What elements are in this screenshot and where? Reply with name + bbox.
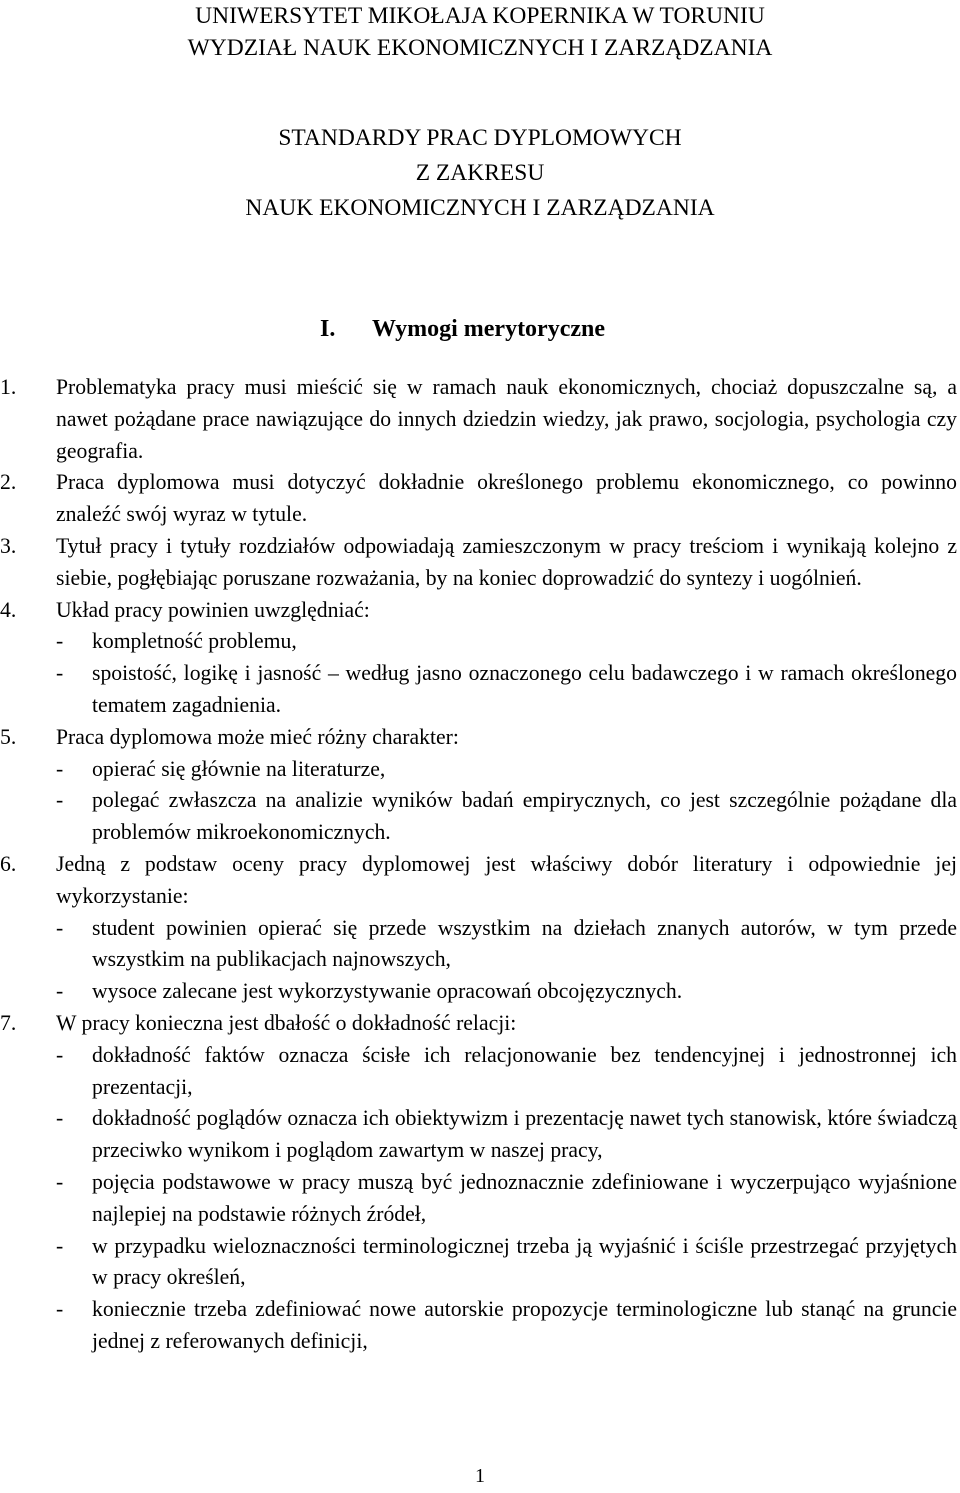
dash-bullet: -	[56, 661, 64, 686]
dash-bullet: -	[56, 1233, 64, 1258]
item-number: 1.	[0, 375, 17, 399]
sub-item-text: student powinien opierać się przede wszystkim na dziełach znanych autorów, w tym przede wszystkim na publikacjach najnowszych,	[92, 915, 957, 972]
document-title	[0, 121, 960, 226]
sub-item-text: kompletność problemu,	[92, 629, 297, 654]
item-text: Problematyka pracy musi mieścić się w ramach nauk ekonomicznych, chociaż dopuszczalne są, a nawet pożądane prace nawiązujące do innych dziedzin wiedzy, jak prawo, socjologia, psychologia czy geografia.	[56, 375, 957, 463]
sub-item-text: opierać się głównie na literaturze,	[92, 756, 386, 781]
item-text: Układ pracy powinien uwzględniać:	[56, 597, 370, 622]
sub-item-text: spoistość, logikę i jasność – według jasno oznaczonego celu badawczego i w ramach określonego tematem zagadnienia.	[92, 661, 957, 717]
list-item	[0, 1008, 957, 1358]
sub-item	[56, 626, 957, 658]
sub-item	[56, 1294, 957, 1358]
sub-item-text: polegać zwłaszcza na analizie wyników badań empirycznych, co jest szczególnie pożądane dla problemów mikroekonomicznych.	[92, 788, 957, 845]
list-item	[0, 722, 957, 849]
sub-item	[56, 1231, 957, 1295]
dash-bullet: -	[56, 788, 64, 813]
title-line-1: STANDARDY PRAC DYPLOMOWYCH	[278, 125, 682, 151]
dash-bullet: -	[56, 1106, 64, 1131]
dash-bullet: -	[56, 1297, 64, 1322]
list-item	[0, 595, 957, 722]
title-line-2: Z ZAKRESU	[415, 160, 545, 186]
item-text: Praca dyplomowa musi dotyczyć dokładnie określonego problemu ekonomicznego, co powinno znaleźć swój wyraz w tytule.	[56, 470, 957, 527]
item-number: 3.	[0, 533, 17, 558]
dash-bullet: -	[56, 979, 64, 1004]
sub-item-text: wysoce zalecane jest wykorzystywanie opracowań obcojęzycznych.	[92, 979, 683, 1004]
item-text: W pracy konieczna jest dbałość o dokładność relacji:	[56, 1010, 517, 1035]
item-number: 4.	[0, 597, 17, 622]
sub-item-text: dokładność poglądów oznacza ich obiektywizm i prezentację nawet tych stanowisk, które świadczą przeciwko wynikom i poglądom zawartym w naszej pracy,	[92, 1106, 957, 1163]
sub-item-text: w przypadku wieloznaczności terminologicznej trzeba ją wyjaśnić i ściśle przestrzegać przyjętych w pracy określeń,	[92, 1233, 957, 1290]
sub-item	[56, 1167, 957, 1231]
sub-item	[56, 913, 957, 977]
requirements-list	[0, 372, 957, 1358]
sub-item-text: pojęcia podstawowe w pracy muszą być jednoznacznie zdefiniowane i wyczerpująco wyjaśnione najlepiej na podstawie różnych źródeł,	[92, 1169, 957, 1226]
sub-item	[56, 976, 957, 1008]
item-number: 6.	[0, 851, 17, 876]
dash-bullet: -	[56, 756, 64, 781]
sub-item	[56, 1040, 957, 1104]
sub-item	[56, 754, 957, 786]
faculty-name: WYDZIAŁ NAUK EKONOMICZNYCH I ZARZĄDZANIA	[187, 35, 773, 61]
item-text: Jedną z podstaw oceny pracy dyplomowej jest właściwy dobór literatury i odpowiednie jej wykorzystanie:	[56, 851, 957, 908]
university-header	[0, 0, 960, 64]
item-number: 2.	[0, 470, 17, 495]
dash-bullet: -	[56, 629, 64, 654]
dash-bullet: -	[56, 1042, 64, 1067]
list-item	[0, 467, 957, 531]
university-name: UNIWERSYTET MIKOŁAJA KOPERNIKA W TORUNIU	[195, 3, 765, 29]
item-number: 7.	[0, 1010, 17, 1035]
section-heading	[320, 316, 605, 343]
dash-bullet: -	[56, 915, 64, 940]
section-number: I.	[320, 316, 336, 342]
item-text: Tytuł pracy i tytuły rozdziałów odpowiadają zamieszczonym w pracy treściom i wynikają kolejno z siebie, pogłębiając poruszane rozważania, by na koniec doprowadzić do syntezy i uogólnień.	[56, 533, 957, 590]
item-number: 5.	[0, 724, 17, 749]
sub-item	[56, 785, 957, 849]
section-title: Wymogi merytoryczne	[372, 316, 606, 342]
sub-item	[56, 1103, 957, 1167]
list-item	[0, 531, 957, 595]
sub-item	[56, 658, 957, 722]
item-text: Praca dyplomowa może mieć różny charakter:	[56, 724, 459, 749]
sub-item-text: dokładność faktów oznacza ścisłe ich relacjonowanie bez tendencyjnej i jednostronnej ich prezentacji,	[92, 1042, 957, 1099]
page-number: 1	[475, 1465, 485, 1487]
dash-bullet: -	[56, 1169, 64, 1194]
title-line-3: NAUK EKONOMICZNYCH I ZARZĄDZANIA	[245, 195, 715, 221]
list-item	[0, 372, 957, 467]
sub-item-text: koniecznie trzeba zdefiniować nowe autorskie propozycje terminologiczne lub stanąć na gruncie jednej z referowanych definicji,	[92, 1297, 957, 1353]
list-item	[0, 849, 957, 1008]
